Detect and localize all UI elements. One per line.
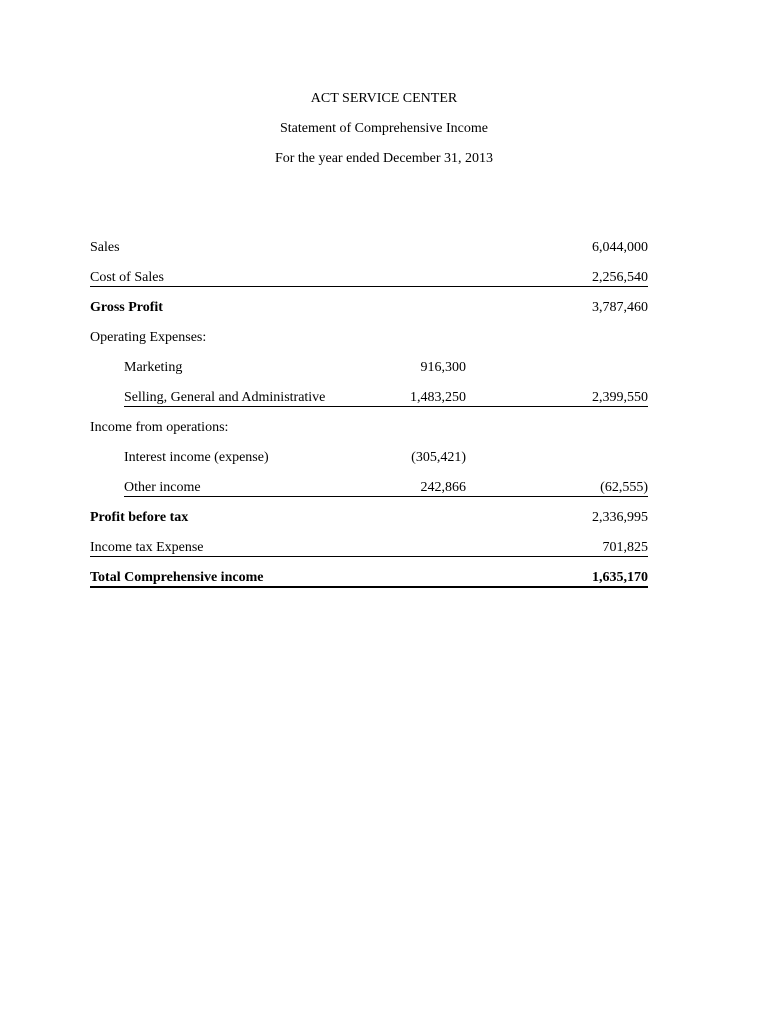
marketing-sub-amount: 916,300 bbox=[420, 360, 466, 375]
gross-profit-amount: 3,787,460 bbox=[592, 300, 648, 315]
total-label: Total Comprehensive income bbox=[90, 570, 264, 585]
row-sga bbox=[90, 388, 648, 418]
row-sales bbox=[90, 238, 648, 268]
other-income-amount: (62,555) bbox=[600, 480, 648, 495]
cost-of-sales-amount: 2,256,540 bbox=[592, 270, 648, 285]
income-tax-amount: 701,825 bbox=[602, 540, 648, 555]
row-income-tax bbox=[90, 538, 648, 568]
income-from-operations-label: Income from operations: bbox=[90, 420, 229, 435]
sga-sub-amount: 1,483,250 bbox=[410, 390, 466, 405]
row-operating-expenses bbox=[90, 328, 648, 358]
row-other-income bbox=[90, 478, 648, 508]
marketing-label: Marketing bbox=[124, 360, 183, 375]
row-total bbox=[90, 568, 648, 598]
income-statement bbox=[90, 238, 648, 598]
row-gross-profit bbox=[90, 298, 648, 328]
operating-expenses-label: Operating Expenses: bbox=[90, 330, 207, 345]
sga-label: Selling, General and Administrative bbox=[124, 390, 326, 405]
interest-income-label: Interest income (expense) bbox=[124, 450, 269, 465]
row-profit-before-tax bbox=[90, 508, 648, 538]
statement-period: For the year ended December 31, 2013 bbox=[274, 151, 494, 166]
row-cost-of-sales bbox=[90, 268, 648, 298]
sales-label: Sales bbox=[90, 240, 120, 255]
statement-title: Statement of Comprehensive Income bbox=[280, 121, 488, 136]
profit-before-tax-label: Profit before tax bbox=[90, 510, 189, 525]
total-amount: 1,635,170 bbox=[592, 570, 648, 585]
interest-income-sub-amount: (305,421) bbox=[411, 450, 466, 465]
other-income-sub-amount: 242,866 bbox=[420, 480, 466, 495]
sga-amount: 2,399,550 bbox=[592, 390, 648, 405]
cost-of-sales-label: Cost of Sales bbox=[90, 270, 164, 285]
other-income-label: Other income bbox=[124, 480, 201, 495]
gross-profit-label: Gross Profit bbox=[90, 300, 163, 315]
sales-amount: 6,044,000 bbox=[592, 240, 648, 255]
row-marketing bbox=[90, 358, 648, 388]
row-interest-income bbox=[90, 448, 648, 478]
row-income-from-operations bbox=[90, 418, 648, 448]
income-tax-label: Income tax Expense bbox=[90, 540, 204, 555]
profit-before-tax-amount: 2,336,995 bbox=[592, 510, 648, 525]
company-name: ACT SERVICE CENTER bbox=[310, 91, 458, 106]
